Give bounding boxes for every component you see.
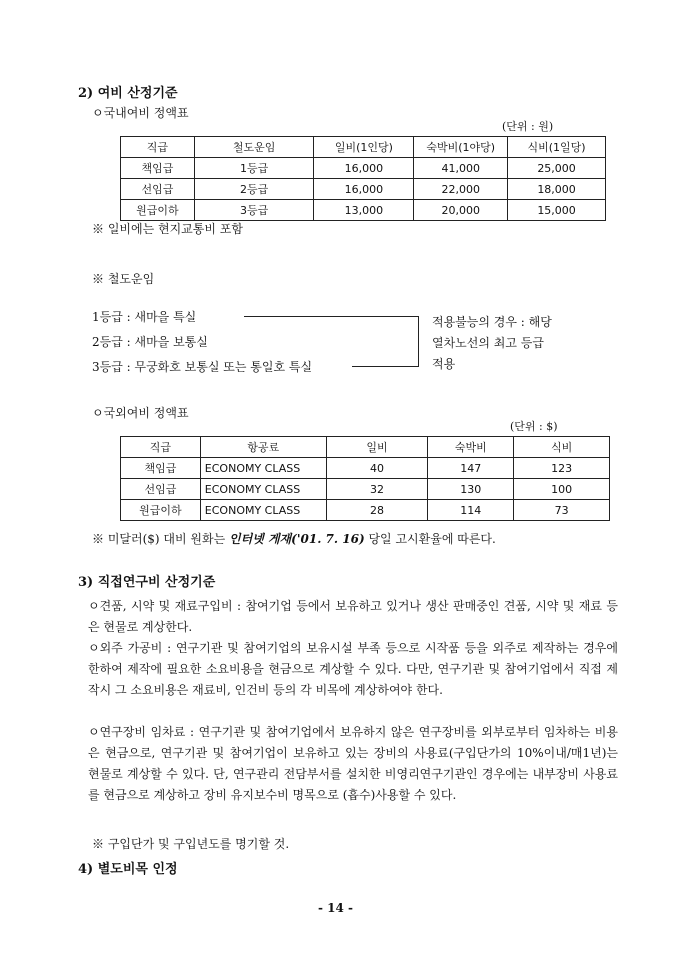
overseas-table-title: ㅇ국외여비 정액표 xyxy=(92,406,189,420)
table-cell: 20,000 xyxy=(414,200,508,221)
exchange-note-emphasis: 인터넷 게재('01. 7. 16) xyxy=(229,532,365,546)
rail-grade-2: 2등급 : 새마을 보통실 xyxy=(92,335,208,349)
exchange-note-prefix: ※ 미달러($) 대비 원화는 xyxy=(92,532,229,546)
header-cell: 식비(1일당) xyxy=(508,137,606,158)
table-cell: ECONOMY CLASS xyxy=(200,500,326,521)
rail-grade-1: 1등급 : 새마을 특실 xyxy=(92,310,197,324)
rail-note-line-2: 열차노선의 최고 등급 xyxy=(432,336,544,350)
table-cell: 22,000 xyxy=(414,179,508,200)
section-4-title: 4) 별도비목 인정 xyxy=(78,862,178,877)
page-number: - 14 - xyxy=(318,901,354,915)
table-cell: 25,000 xyxy=(508,158,606,179)
section-3-note: ※ 구입단가 및 구입년도를 명기할 것. xyxy=(92,837,290,851)
rail-grade-3: 3등급 : 무궁화호 보통실 또는 통일호 특실 xyxy=(92,360,313,374)
overseas-travel-table xyxy=(120,436,610,521)
header-cell: 일비(1인당) xyxy=(314,137,414,158)
table-cell: 15,000 xyxy=(508,200,606,221)
section-2-title: 2) 여비 산정기준 xyxy=(78,86,178,101)
table-row xyxy=(121,500,610,521)
table-cell: 130 xyxy=(428,479,514,500)
table-cell: 3등급 xyxy=(194,200,314,221)
bracket-line-bottom xyxy=(352,366,419,367)
section-3-paragraph-2: ㅇ외주 가공비 : 연구기관 및 참여기업의 보유시설 부족 등으로 시작품 등을 외주로 제작하는 경우에 한하여 제작에 필요한 소요비용을 현금으로 계상할 수 있다. 다만, 연구기관 및 참여기업에서 직접 제작시 그 소요비용은 재료비, 인건비 등의 각 비목에 계상하여야 한다. xyxy=(88,641,618,697)
domestic-table-note: ※ 일비에는 현지교통비 포함 xyxy=(92,222,243,236)
table-row xyxy=(121,179,606,200)
overseas-table-unit: (단위 : $) xyxy=(510,420,558,433)
table-cell: 16,000 xyxy=(314,158,414,179)
table-cell: ECONOMY CLASS xyxy=(200,479,326,500)
section-3-paragraph-1: ㅇ견품, 시약 및 재료구입비 : 참여기업 등에서 보유하고 있거나 생산 판매중인 견품, 시약 및 재료 등은 현물로 계상한다. xyxy=(88,599,618,634)
header-cell: 철도운임 xyxy=(194,137,314,158)
domestic-travel-table xyxy=(120,136,606,221)
table-cell: 114 xyxy=(428,500,514,521)
header-cell: 숙박비(1야당) xyxy=(414,137,508,158)
table-cell: 147 xyxy=(428,458,514,479)
exchange-note-suffix: 당일 고시환율에 따른다. xyxy=(364,532,496,546)
table-row xyxy=(121,158,606,179)
table-cell: 13,000 xyxy=(314,200,414,221)
domestic-table-title: ㅇ국내여비 정액표 xyxy=(92,106,189,120)
table-row xyxy=(121,200,606,221)
header-cell: 식비 xyxy=(514,437,610,458)
table-header-row xyxy=(121,137,606,158)
header-cell: 직급 xyxy=(121,437,201,458)
table-cell: 2등급 xyxy=(194,179,314,200)
table-header-row xyxy=(121,437,610,458)
table-cell: 123 xyxy=(514,458,610,479)
exchange-rate-note xyxy=(92,530,496,547)
domestic-table-unit: (단위 : 원) xyxy=(502,120,554,133)
table-cell: 41,000 xyxy=(414,158,508,179)
table-cell: 73 xyxy=(514,500,610,521)
table-row xyxy=(121,458,610,479)
table-cell: 1등급 xyxy=(194,158,314,179)
table-cell: 선임급 xyxy=(121,479,201,500)
table-cell: 18,000 xyxy=(508,179,606,200)
table-cell: 원급이하 xyxy=(121,200,195,221)
table-cell: 16,000 xyxy=(314,179,414,200)
table-cell: ECONOMY CLASS xyxy=(200,458,326,479)
header-cell: 일비 xyxy=(326,437,428,458)
header-cell: 숙박비 xyxy=(428,437,514,458)
table-cell: 책임급 xyxy=(121,158,195,179)
rail-note-line-1: 적용불능의 경우 : 해당 xyxy=(432,315,552,329)
table-cell: 32 xyxy=(326,479,428,500)
table-row xyxy=(121,479,610,500)
section-3-paragraph-3: ㅇ연구장비 임차료 : 연구기관 및 참여기업에서 보유하지 않은 연구장비를 외부로부터 임차하는 비용은 현금으로, 연구기관 및 참여기업이 보유하고 있는 장비의 사용료(구입단가의 10%이내/매1년)는 현물로 계상할 수 있다. 단, 연구관리 전담부서를 설치한 비영리연구기관인 경우에는 내부장비 사용료를 현금으로 계상하고 장비 유지보수비 명목으로 (흡수)사용할 수 있다. xyxy=(88,725,618,802)
table-cell: 28 xyxy=(326,500,428,521)
bracket-line-top xyxy=(244,316,418,317)
table-cell: 원급이하 xyxy=(121,500,201,521)
table-cell: 40 xyxy=(326,458,428,479)
table-cell: 선임급 xyxy=(121,179,195,200)
rail-note-line-3: 적용 xyxy=(432,357,456,371)
table-cell: 책임급 xyxy=(121,458,201,479)
header-cell: 직급 xyxy=(121,137,195,158)
section-3-title: 3) 직접연구비 산정기준 xyxy=(78,575,216,590)
table-cell: 100 xyxy=(514,479,610,500)
rail-fare-title: ※ 철도운임 xyxy=(92,272,155,286)
header-cell: 항공료 xyxy=(200,437,326,458)
bracket-line-vertical xyxy=(418,316,419,366)
